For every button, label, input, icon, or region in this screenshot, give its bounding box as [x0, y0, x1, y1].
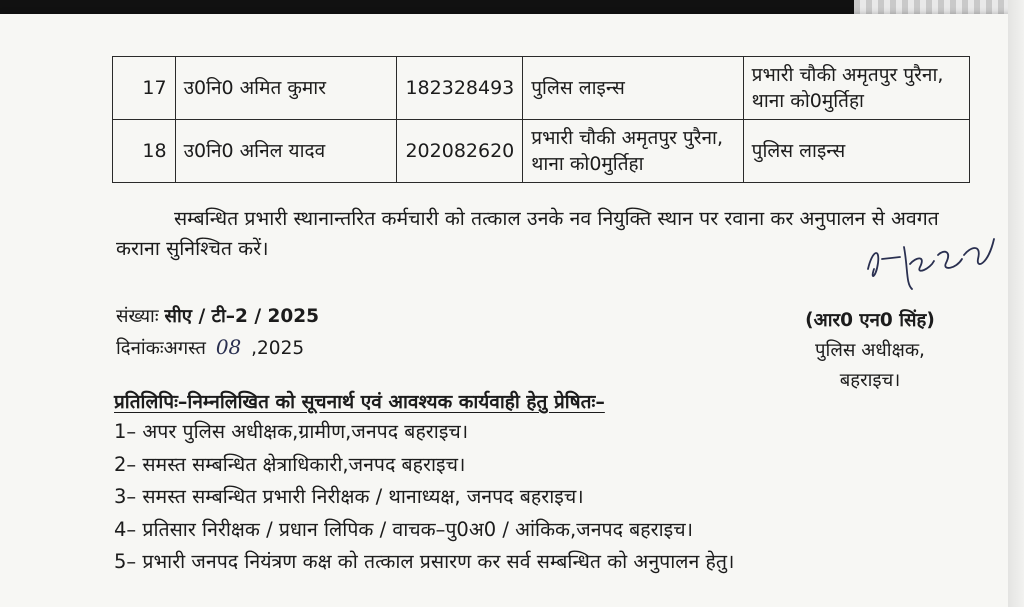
table-row	[113, 120, 970, 183]
current-posting-cell: पुलिस लाइन्स	[523, 57, 743, 120]
reference-number-value: सीए / टी–2 / 2025	[164, 306, 320, 327]
officer-name-cell: उ0नि0 अमित कुमार	[175, 57, 397, 120]
signatory-designation: पुलिस अधीक्षक,	[815, 340, 925, 361]
instruction-paragraph: सम्बन्धित प्रभारी स्थानान्तरित कर्मचारी को तत्काल उनके नव नियुक्ति स्थान पर रवाना कर अनुपालन से अवगत कराना सुनिश्चित करें।	[116, 207, 939, 260]
list-item: 1– अपर पुलिस अधीक्षक,ग्रामीण,जनपद बहराइच।	[114, 420, 469, 443]
table-row	[113, 57, 970, 120]
list-item: 3– समस्त सम्बन्धित प्रभारी निरीक्षक / थानाध्यक्ष, जनपद बहराइच।	[114, 485, 584, 508]
copy-to-list	[114, 416, 734, 579]
signatory-place: बहराइच।	[839, 370, 901, 391]
reference-number-line	[116, 302, 319, 332]
date-day-handwritten: 08	[215, 335, 242, 359]
handwritten-signature	[860, 229, 1000, 299]
serial-cell: 17	[113, 57, 176, 120]
page-edge	[1008, 0, 1024, 607]
current-posting-cell: प्रभारी चौकी अमृतपुर पुरैना, थाना को0मुर्तिहा	[523, 120, 743, 183]
list-item: 2– समस्त सम्बन्धित क्षेत्राधिकारी,जनपद बहराइच।	[114, 452, 466, 476]
date-label: दिनांकःअगस्त	[116, 338, 206, 359]
copy-to-heading: प्रतिलिपिः–निम्नलिखित को सूचनार्थ एवं आवश्यक कार्यवाही हेतु प्रेषितः–	[114, 391, 605, 413]
signatory-block	[770, 306, 970, 396]
serial-cell: 18	[113, 120, 176, 183]
pno-cell: 202082620	[397, 120, 523, 183]
pno-cell: 182328493	[397, 57, 523, 120]
reference-number-label: संख्याः	[116, 306, 159, 327]
transfer-table	[112, 56, 970, 183]
list-item: 4– प्रतिसार निरीक्षक / प्रधान लिपिक / वाचक–पु0अ0 / आंकिक,जनपद बहराइच।	[114, 517, 694, 541]
signatory-name: (आर0 एन0 सिंह)	[805, 310, 935, 331]
date-year: ,2025	[251, 338, 305, 359]
officer-name-cell: उ0नि0 अनिल यादव	[175, 120, 397, 183]
list-item: 5– प्रभारी जनपद नियंत्रण कक्ष को तत्काल प्रसारण कर सर्व सम्बन्धित को अनुपालन हेतु।	[114, 550, 735, 573]
reference-date-line	[116, 332, 319, 364]
reference-block	[116, 302, 319, 364]
new-posting-cell: प्रभारी चौकी अमृतपुर पुरैना, थाना को0मुर्तिहा	[743, 57, 969, 120]
new-posting-cell: पुलिस लाइन्स	[743, 120, 969, 183]
document-page	[0, 14, 1010, 607]
